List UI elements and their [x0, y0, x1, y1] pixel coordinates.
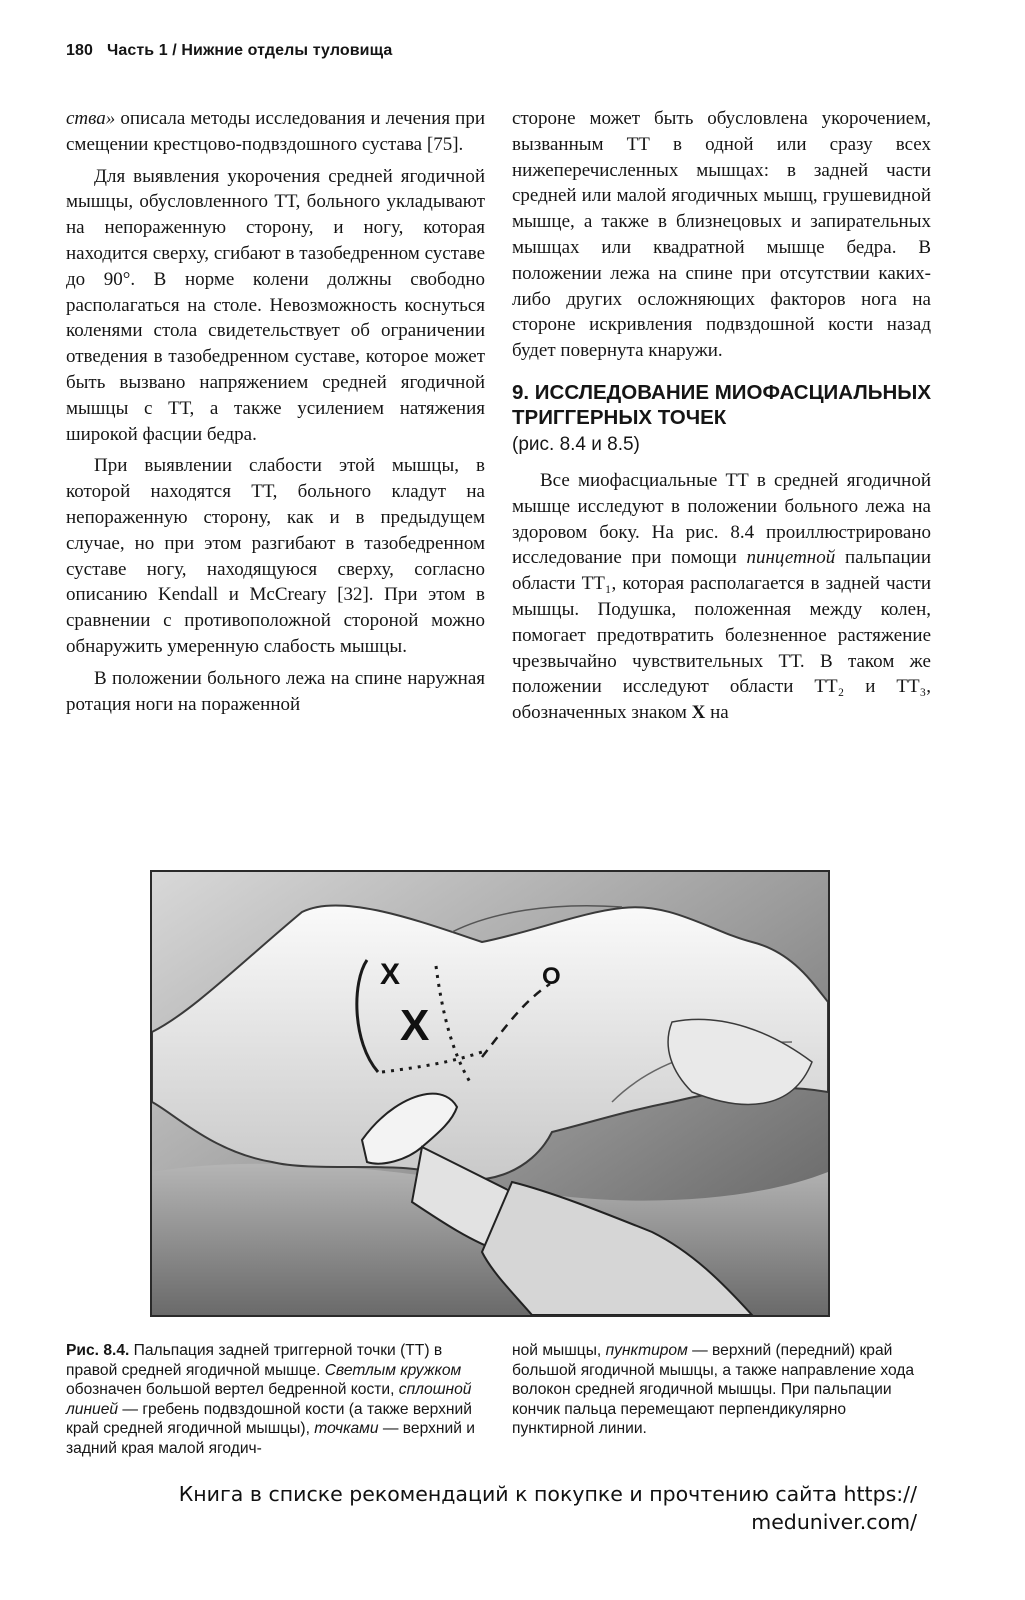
caption-segment: — верхний (передний) край большой ягодичной мышцы, а также направление хода волокон средней ягодичной мышцы. При пальпации кончик пальца перемещают перпендикулярно пунктирной линии.	[512, 1342, 915, 1438]
paragraph: стороне может быть обусловлена укорочением, вызванным ТТ в одной или сразу всех нижеперечисленных мышцах: в задней части средней или малой ягодичных мышц, грушевидной мышце, а также в близнецовых и запирательных мышцах или квадратной мышце бедра. В положении лежа на спине при отсутствии каких-либо других осложняющих факторов нога на стороне искривления подвздошной кости назад будет повернута кнаружи.	[512, 108, 931, 362]
caption-segment: — верхний и задний края малой ягодич-	[66, 1420, 475, 1457]
section-figure-reference: (рис. 8.4 и 8.5)	[512, 433, 640, 455]
page-number: 180	[66, 42, 93, 59]
section-heading: 9. ИССЛЕДОВАНИЕ МИОФАСЦИАЛЬНЫХ ТРИГГЕРНЫХ ТОЧЕК	[512, 380, 931, 429]
caption-text	[512, 1341, 931, 1439]
caption-italic: пунктиром	[605, 1342, 688, 1359]
paragraph-italic: ства»	[66, 108, 116, 129]
paragraph	[512, 468, 931, 726]
caption-label: Рис. 8.4.	[66, 1342, 130, 1359]
caption-segment: ной мышцы,	[512, 1342, 606, 1359]
paragraph-text: Все миофасциальные ТТ в средней ягодичной мышце исследуют в положении больного лежа на здоровом боку. На рис. 8.4 проиллюстрировано исследование при помощи	[512, 469, 931, 569]
caption-segment: Пальпация задней триггерной точки (ТТ) в правой средней ягодичной мышце.	[66, 1342, 443, 1379]
figure-illustration	[150, 870, 830, 1317]
caption-segment: — гребень подвздошной кости (а также верхний край средней ягодичной мышцы),	[66, 1400, 472, 1438]
trigger-point-marker: X	[380, 958, 401, 991]
greater-trochanter-marker: O	[542, 963, 561, 990]
paragraph: В положении больного лежа на спине наружная ротация ноги на пораженной	[66, 667, 485, 715]
paragraph-text: описала методы исследования и лечения при смещении крестцово-подвздошного сустава [75].	[66, 108, 485, 155]
figure-caption-left	[66, 1341, 485, 1459]
caption-italic: сплошной линией	[66, 1381, 472, 1418]
caption-italic: точками	[314, 1420, 379, 1438]
website-footer-note: Книга в списке рекомендаций к покупке и прочтению сайта https:// meduniver.com/	[178, 1482, 917, 1534]
paragraph-bold: X	[691, 702, 706, 724]
running-title: Часть 1 / Нижние отделы туловища	[107, 42, 393, 59]
paragraph	[66, 106, 485, 158]
paragraph-text: пальпации области ТТ₁, которая располагается в задней части мышцы. Подушка, положенная между колен, помогает предотвратить болезненное растяжение чрезвычайно чувствительных ТТ. В таком же положении исследуют области ТТ₂ и ТТ₃, обозначенных знаком	[512, 547, 931, 724]
paragraph-italic: пинцетной	[746, 547, 836, 569]
left-column	[66, 106, 485, 723]
figure-caption-right	[512, 1341, 931, 1439]
trigger-point-marker: X	[400, 1001, 430, 1050]
paragraph-text: на	[705, 702, 729, 724]
paragraph: Для выявления укорочения средней ягодичной мышцы, обусловленного ТТ, больного укладывают на непораженную сторону, и ногу, которая находится сверху, сгибают в тазобедренном суставе до 90°. В норме колени должны свободно располагаться на столе. Невозможность коснуться коленями стола свидетельствует об ограничении отведения в тазобедренном суставе, которое может быть вызвано напряжением средней ягодичной мышцы с ТТ, а также усилением натяжения широкой фасции бедра.	[66, 165, 485, 445]
running-head	[66, 42, 392, 60]
right-column	[512, 106, 931, 732]
paragraph: При выявлении слабости этой мышцы, в которой находятся ТТ, больного кладут на непораженную сторону, как и в предыдущем случае, но при этом разгибают в тазобедренном суставе ногу, находящуюся сверху, согласно описанию Kendall и McCreary [32]. При этом в сравнении с противоположной стороной можно обнаружить умеренную слабость мышцы.	[66, 455, 485, 657]
caption-segment: обозначен большой вертел бедренной кости,	[66, 1381, 399, 1399]
caption-italic: Светлым кружком	[324, 1361, 462, 1379]
caption-text	[66, 1341, 485, 1459]
palpation-drawing	[152, 872, 828, 1315]
